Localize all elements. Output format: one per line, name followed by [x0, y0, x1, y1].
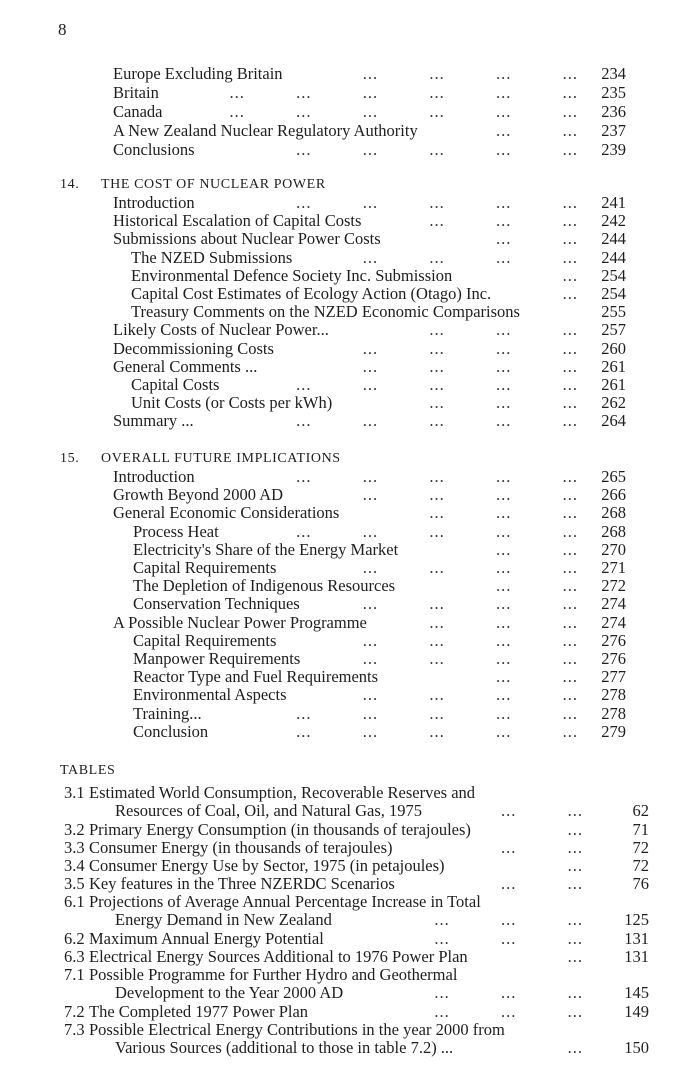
page-ref: 277 [601, 667, 626, 687]
leader-dots: ... ... ... ... ... [296, 467, 578, 486]
page-ref: 244 [601, 247, 626, 267]
leader-dots: ... ... ... [434, 928, 583, 948]
page-ref: 279 [601, 721, 626, 741]
table-title: Maximum Annual Energy Potential [89, 928, 324, 948]
leader-dots: ... [562, 265, 578, 285]
leader-dots: ... ... ... [434, 983, 583, 1003]
table-title: Possible Programme for Further Hydro and Geothermal [89, 965, 458, 985]
toc-entry [0, 248, 700, 267]
page-ref: 274 [601, 594, 626, 614]
table-title: Electrical Energy Sources Additional to 1976 Power Plan [89, 947, 468, 966]
toc-entry [0, 64, 700, 83]
chapter-title: OVERALL FUTURE IMPLICATIONS [101, 451, 341, 466]
page-ref: 274 [601, 612, 626, 632]
leader-dots: ... ... ... ... [362, 558, 578, 577]
leader-dots: ... ... [496, 539, 578, 559]
entry-title: A New Zealand Nuclear Regulatory Authority [113, 121, 418, 140]
toc-entry [0, 576, 700, 595]
chapter-number: 15. [60, 451, 80, 466]
leader-dots: ... ... ... ... ... [296, 140, 578, 159]
page-ref: 276 [601, 649, 626, 668]
toc-entry [0, 667, 700, 686]
page-ref: 72 [632, 855, 649, 875]
page-ref: 278 [601, 703, 626, 723]
leader-dots: ... ... ... ... [362, 338, 578, 358]
leader-dots: ... ... ... [429, 211, 578, 231]
leader-dots: ... ... ... [429, 320, 578, 340]
page-ref: 145 [624, 983, 649, 1003]
table-number: 7.2 [64, 1001, 85, 1021]
entry-title: Britain [113, 83, 159, 102]
page-ref: 72 [632, 837, 649, 857]
table-number: 7.3 [64, 1019, 85, 1039]
chapter-number: 14. [60, 177, 80, 192]
entry-title: Introduction [113, 193, 195, 212]
table-number: 6.3 [64, 947, 85, 966]
table-number: 3.2 [64, 819, 85, 839]
entry-title: Europe Excluding Britain [113, 64, 283, 83]
table-title: Primary Energy Consumption (in thousands of terajoules) [89, 819, 471, 839]
leader-dots: ... ... ... ... ... [296, 375, 578, 394]
entry-title: The NZED Submissions [131, 247, 293, 267]
page-ref: 131 [624, 928, 649, 948]
toc-entry [0, 522, 700, 541]
entry-title: Electricity's Share of the Energy Market [133, 539, 399, 559]
leader-dots: ... [562, 284, 578, 303]
entry-title: General Comments ... [113, 356, 258, 376]
page-ref: 234 [601, 64, 626, 83]
toc-entry [0, 375, 700, 394]
table-title: Possible Electrical Energy Contributions in the year 2000 from [89, 1019, 505, 1039]
leader-dots: ... ... ... ... ... [296, 703, 578, 723]
toc-entry [0, 722, 700, 741]
toc-entry [0, 704, 700, 723]
table-number: 3.3 [64, 837, 85, 857]
page-ref: 149 [624, 1001, 649, 1021]
leader-dots: ... ... ... [434, 1001, 583, 1021]
page-ref: 254 [601, 284, 626, 303]
page-ref: 71 [632, 819, 649, 839]
toc-entry [0, 393, 700, 412]
toc-entry [0, 503, 700, 522]
entry-title: Unit Costs (or Costs per kWh) [131, 393, 333, 413]
leader-dots: ... ... [496, 229, 578, 249]
page-ref: 264 [601, 411, 626, 431]
page-ref: 268 [601, 521, 626, 541]
page-ref: 272 [601, 576, 626, 596]
table-title: Consumer Energy (in thousands of terajoules) [89, 837, 393, 857]
page-ref: 271 [601, 558, 626, 577]
table-number: 3.4 [64, 855, 85, 875]
leader-dots: ... [567, 855, 583, 875]
entry-title: Capital Costs [131, 375, 220, 394]
leader-dots: ... ... ... [429, 503, 578, 523]
page-ref: 125 [624, 910, 649, 930]
leader-dots: ... ... ... ... ... [296, 721, 578, 741]
leader-dots: ... ... ... ... ... [296, 521, 578, 541]
entry-title: Historical Escalation of Capital Costs [113, 211, 362, 231]
table-title-continued: Resources of Coal, Oil, and Natural Gas, 1975 [115, 801, 423, 820]
page-ref: 261 [601, 375, 626, 394]
entry-title: Environmental Defence Society Inc. Submission [131, 265, 453, 285]
toc-entry [0, 631, 700, 650]
page-ref: 278 [601, 685, 626, 705]
leader-dots: ... ... [496, 121, 578, 140]
leader-dots: ... ... ... ... [362, 685, 578, 705]
table-number: 7.1 [64, 965, 85, 985]
entry-title: Conclusions [113, 140, 195, 159]
leader-dots: ... ... ... ... ... [296, 411, 578, 431]
table-number: 3.5 [64, 874, 85, 894]
leader-dots: ... [567, 819, 583, 839]
toc-entry [0, 613, 700, 632]
table-title: The Completed 1977 Power Plan [89, 1001, 309, 1021]
leader-dots: ... ... ... [434, 910, 583, 930]
toc-entry [0, 649, 700, 668]
leader-dots: ... ... ... ... [362, 649, 578, 668]
page-ref: 268 [601, 503, 626, 523]
page-ref: 255 [601, 302, 626, 322]
table-number: 3.1 [64, 783, 85, 802]
leader-dots: ... ... ... ... ... ... [229, 83, 578, 102]
toc-entry [0, 229, 700, 248]
leader-dots: ... ... ... ... ... ... [229, 102, 578, 121]
page-ref: 254 [601, 265, 626, 285]
entry-title: Capital Cost Estimates of Ecology Action (Otago) Inc. [131, 284, 492, 303]
entry-title: The Depletion of Indigenous Resources [133, 576, 396, 596]
entry-title: General Economic Considerations [113, 503, 340, 523]
table-title-continued: Energy Demand in New Zealand [115, 910, 332, 930]
table-title: Key features in the Three NZERDC Scenarios [89, 874, 395, 894]
toc-entry [0, 485, 700, 504]
toc-entry [0, 467, 700, 486]
entry-title: Process Heat [133, 521, 219, 541]
entry-title: Conservation Techniques [133, 594, 300, 614]
page-ref: 262 [601, 393, 626, 413]
page-ref: 235 [601, 83, 626, 102]
leader-dots: ... ... [496, 667, 578, 687]
page-ref: 260 [601, 338, 626, 358]
page-ref: 257 [601, 320, 626, 340]
toc-entry [0, 266, 700, 285]
leader-dots: ... [567, 947, 583, 966]
leader-dots: ... ... [501, 837, 583, 857]
toc-entry [0, 339, 700, 358]
leader-dots: ... ... ... [429, 612, 578, 632]
table-title-continued: Various Sources (additional to those in table 7.2) ... [115, 1037, 454, 1057]
toc-entry [0, 411, 700, 430]
page-ref: 265 [601, 467, 626, 486]
toc-entry [0, 594, 700, 613]
page-number: 8 [58, 20, 67, 39]
toc-entry [0, 357, 700, 376]
table-title-continued: Development to the Year 2000 AD [115, 983, 344, 1003]
page-ref: 241 [601, 193, 626, 212]
leader-dots: ... ... ... ... [362, 64, 578, 83]
entry-title: Likely Costs of Nuclear Power... [113, 320, 329, 340]
toc-entry [0, 83, 700, 102]
entry-title: Decommissioning Costs [113, 338, 274, 358]
page-ref: 266 [601, 485, 626, 505]
chapter-title: THE COST OF NUCLEAR POWER [101, 177, 326, 192]
leader-dots: ... ... [501, 874, 583, 894]
entry-title: Treasury Comments on the NZED Economic Comparisons [131, 302, 520, 322]
toc-entry [0, 320, 700, 339]
leader-dots: ... ... ... ... [362, 630, 578, 650]
entry-title: Capital Requirements [133, 558, 277, 577]
page-ref: 62 [632, 801, 649, 820]
entry-title: Summary ... [113, 411, 194, 431]
entry-title: Reactor Type and Fuel Requirements [133, 667, 379, 687]
toc-entry [0, 102, 700, 121]
table-number: 6.1 [64, 892, 85, 912]
entry-title: A Possible Nuclear Power Programme [113, 612, 367, 632]
entry-title: Submissions about Nuclear Power Costs [113, 229, 381, 249]
entry-title: Introduction [113, 467, 195, 486]
entry-title: Growth Beyond 2000 AD [113, 485, 284, 505]
leader-dots: ... ... ... ... [362, 594, 578, 614]
leader-dots: ... [567, 1037, 583, 1057]
toc-entry [0, 140, 700, 159]
tables-heading: TABLES [60, 763, 116, 778]
leader-dots: ... ... ... [429, 393, 578, 413]
page-ref: 236 [601, 102, 626, 121]
toc-entry [0, 284, 700, 303]
leader-dots: ... ... ... ... [362, 247, 578, 267]
toc-entry [0, 193, 700, 212]
entry-title: Training... [133, 703, 202, 723]
page-ref: 261 [601, 356, 626, 376]
table-title: Consumer Energy Use by Sector, 1975 (in petajoules) [89, 855, 445, 875]
page-ref: 237 [601, 121, 626, 140]
toc-entry [0, 685, 700, 704]
toc-entry [0, 211, 700, 230]
leader-dots: ... ... ... ... ... [296, 193, 578, 212]
page-ref: 242 [601, 211, 626, 231]
leader-dots: ... ... ... ... [362, 356, 578, 376]
leader-dots: ... ... [501, 801, 583, 820]
toc-entry [0, 302, 700, 321]
entry-title: Capital Requirements [133, 630, 277, 650]
table-title: Estimated World Consumption, Recoverable Reserves and [89, 783, 476, 802]
page-ref: 239 [601, 140, 626, 159]
page-ref: 76 [632, 874, 649, 894]
toc-entry [0, 558, 700, 577]
table-title: Projections of Average Annual Percentage Increase in Total [89, 892, 481, 912]
leader-dots: ... ... ... ... [362, 485, 578, 505]
page-ref: 244 [601, 229, 626, 249]
entry-title: Environmental Aspects [133, 685, 287, 705]
page-ref: 276 [601, 630, 626, 650]
page-ref: 270 [601, 539, 626, 559]
leader-dots: ... ... [496, 576, 578, 596]
toc-entry [0, 121, 700, 140]
entry-title: Conclusion [133, 721, 209, 741]
table-number: 6.2 [64, 928, 85, 948]
entry-title: Canada [113, 102, 163, 121]
page-ref: 150 [624, 1037, 649, 1057]
toc-entry [0, 540, 700, 559]
page-ref: 131 [624, 947, 649, 966]
entry-title: Manpower Requirements [133, 649, 301, 668]
